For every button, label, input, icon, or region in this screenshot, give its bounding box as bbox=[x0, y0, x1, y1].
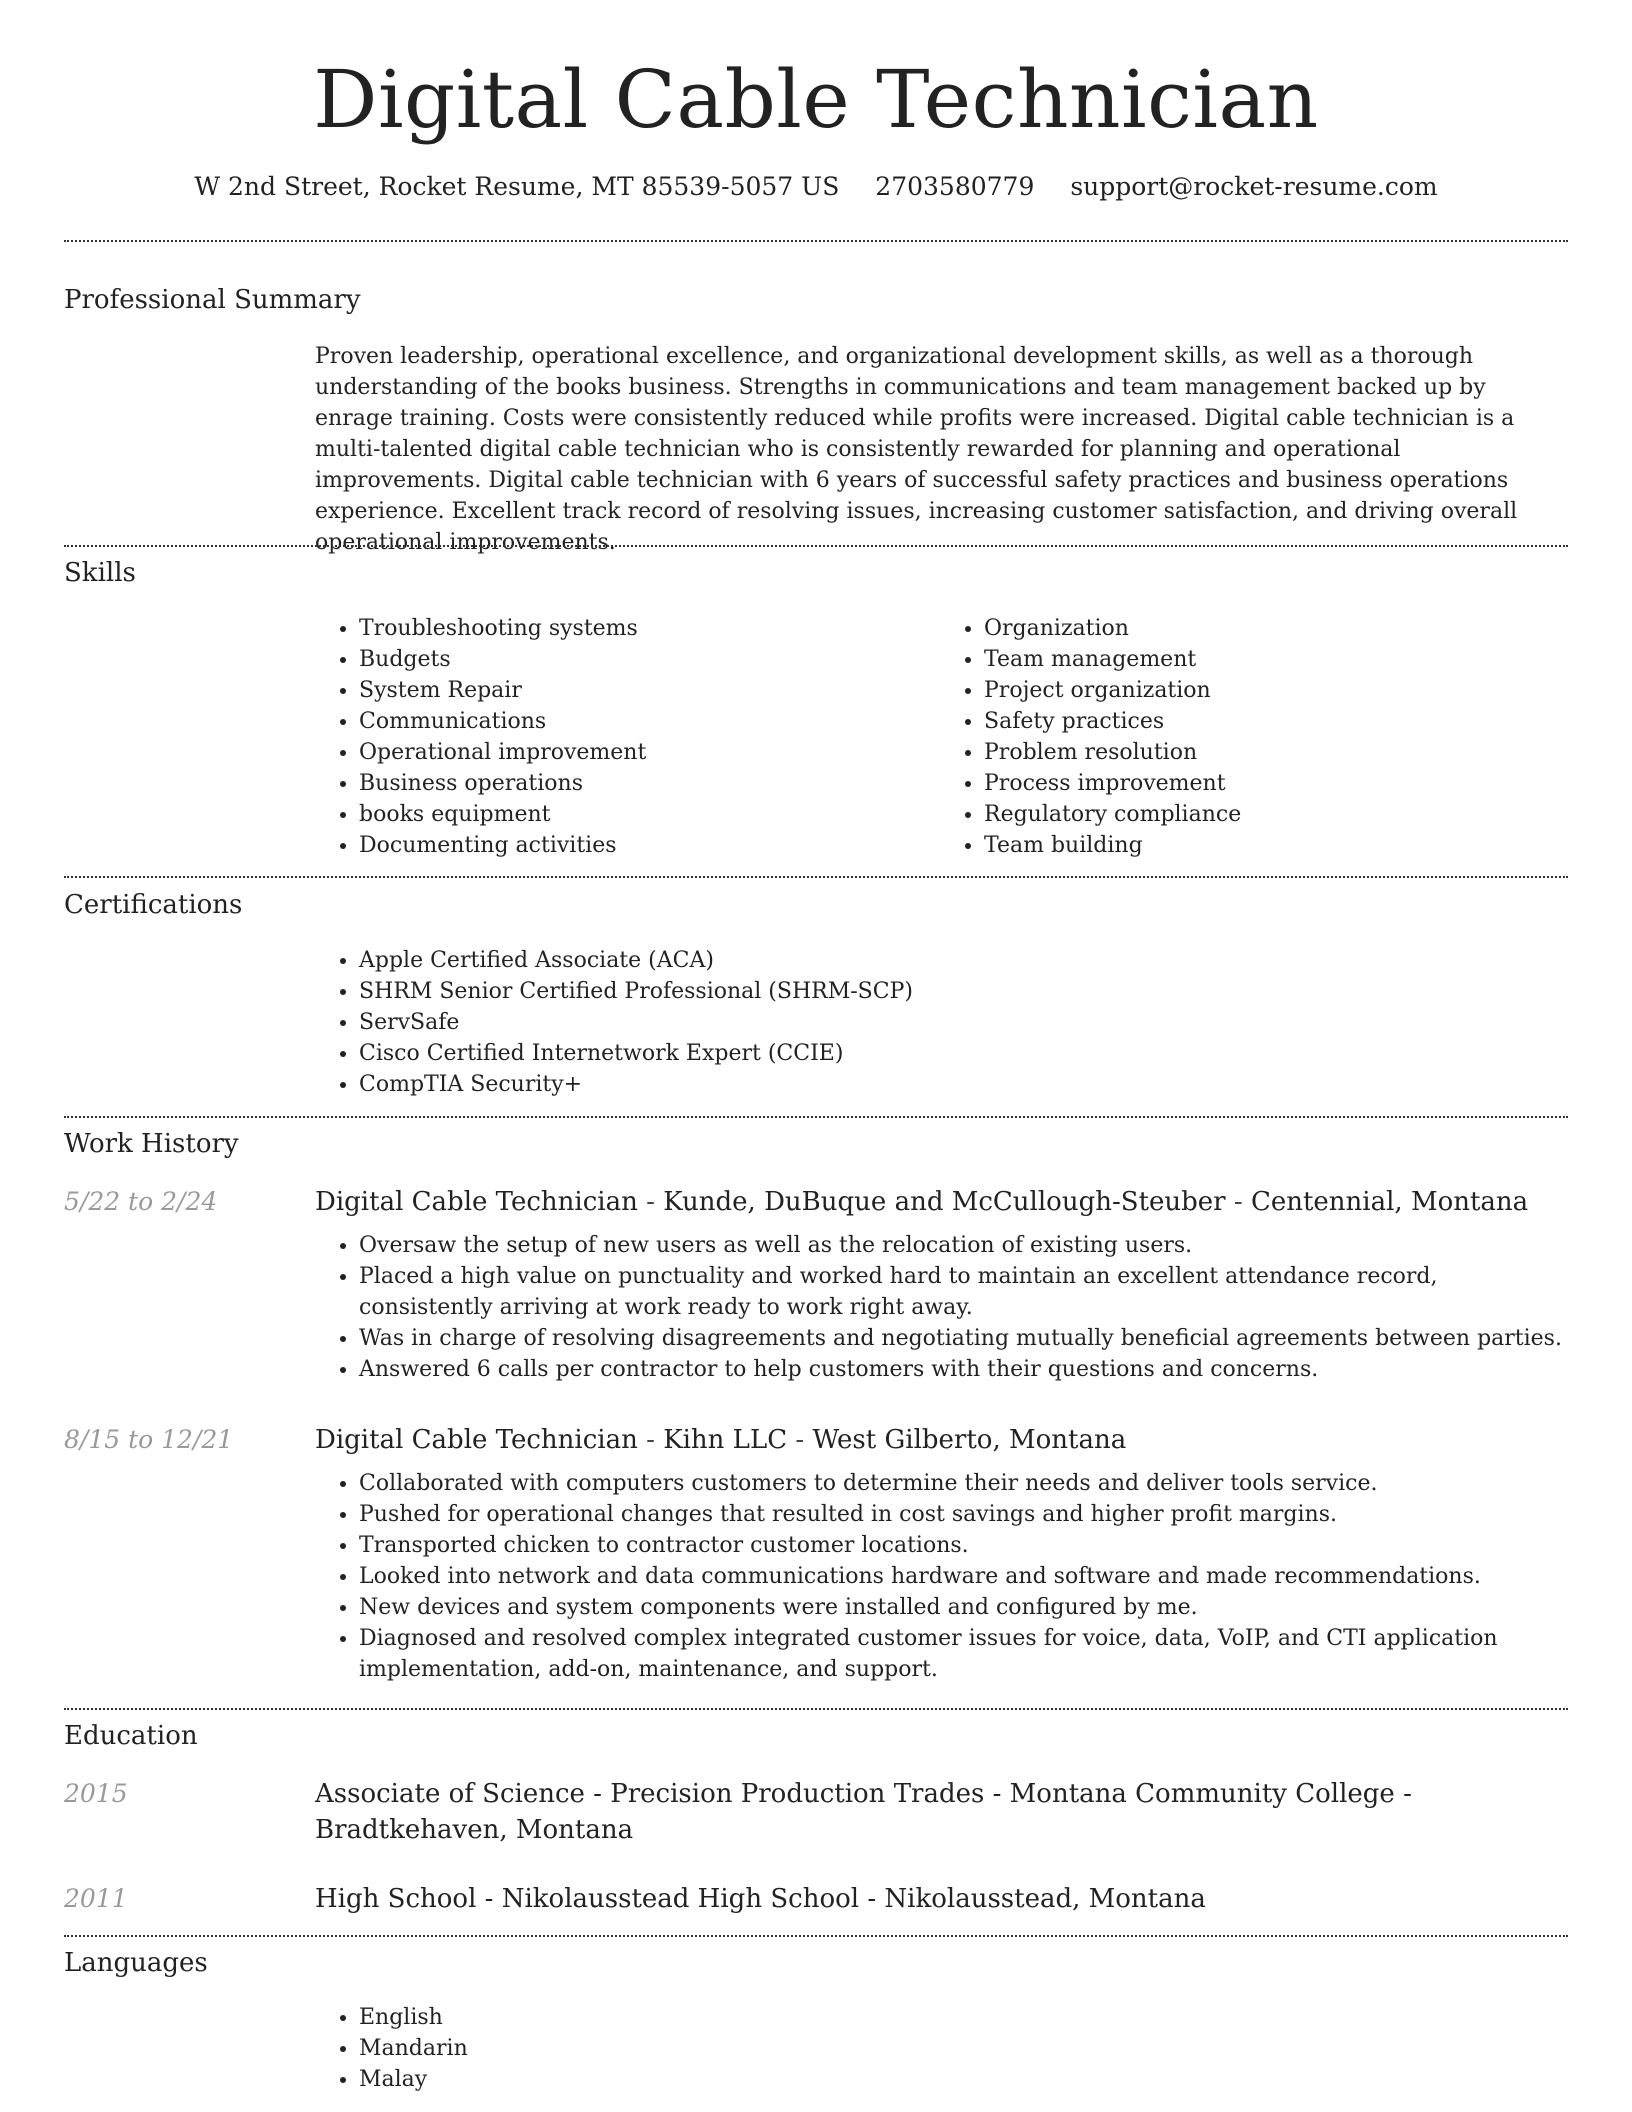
job-title: Digital Cable Technician - Kunde, DuBuque and McCullough-Steuber - Centennial, Montana bbox=[315, 1187, 1529, 1217]
contact-address: W 2nd Street, Rocket Resume, MT 85539-5057 US bbox=[194, 172, 840, 201]
languages-heading: Languages bbox=[64, 1948, 208, 1978]
skill-item: • Team building bbox=[984, 830, 1565, 861]
skill-item: • Troubleshooting systems bbox=[359, 613, 940, 644]
section-divider bbox=[64, 876, 1568, 878]
skills-list-left bbox=[315, 613, 940, 861]
education-entry bbox=[315, 1881, 1565, 1917]
education-school: Nikolausstead High School bbox=[501, 1884, 860, 1914]
skill-item: • Business operations bbox=[359, 768, 940, 799]
skill-item: • Safety practices bbox=[984, 706, 1565, 737]
education-field: Precision Production Trades bbox=[610, 1779, 985, 1809]
job-bullets bbox=[315, 1468, 1565, 1685]
resume-name: Digital Cable Technician bbox=[313, 53, 1319, 146]
skill-item: • Project organization bbox=[984, 675, 1565, 706]
job-entry bbox=[315, 1422, 1565, 1685]
job-bullet: • Oversaw the setup of new users as well as the relocation of existing users. bbox=[359, 1230, 1565, 1261]
language-item: • Malay bbox=[359, 2064, 1565, 2095]
contact-email[interactable]: support@rocket-resume.com bbox=[1070, 172, 1438, 201]
skill-item: • Communications bbox=[359, 706, 940, 737]
job-bullet: • Collaborated with computers customers to determine their needs and deliver tools service. bbox=[359, 1468, 1565, 1499]
languages-list bbox=[315, 2002, 1565, 2095]
job-bullet: • Diagnosed and resolved complex integrated customer issues for voice, data, VoIP, and CTI application implementation, add-on, maintenance, and support. bbox=[359, 1623, 1565, 1685]
section-divider bbox=[64, 1935, 1568, 1937]
certification-item: • Apple Certified Associate (ACA) bbox=[359, 945, 1565, 976]
contact-line bbox=[0, 170, 1632, 204]
job-bullet: • Pushed for operational changes that resulted in cost savings and higher profit margins. bbox=[359, 1499, 1565, 1530]
section-divider bbox=[64, 240, 1568, 242]
section-divider bbox=[64, 1708, 1568, 1710]
skill-item: • Team management bbox=[984, 644, 1565, 675]
education-degree: High School bbox=[315, 1884, 477, 1914]
summary-text: Proven leadership, operational excellence, and organizational development skills, as well as a thorough understanding of the books business. Strengths in communications and team management backed up by enrage training. Costs were consistently reduced while profits were increased. Digital cable technician is a multi-talented digital cable technician who is consistently rewarded for planning and operational improvements. Digital cable technician with 6 years of successful safety practices and business operations experience. Excellent track record of resolving issues, increasing customer satisfaction, and driving overall operational improvements. bbox=[315, 344, 1518, 555]
job-bullet: • Was in charge of resolving disagreements and negotiating mutually beneficial agreements between parties. bbox=[359, 1323, 1565, 1354]
job-bullets bbox=[315, 1230, 1565, 1385]
education-location: Bradtkehaven, Montana bbox=[315, 1815, 634, 1845]
job-bullet: • Answered 6 calls per contractor to help customers with their questions and concerns. bbox=[359, 1354, 1565, 1385]
section-divider bbox=[64, 545, 1568, 547]
job-dates: 8/15 to 12/21 bbox=[64, 1425, 234, 1454]
skill-item: • System Repair bbox=[359, 675, 940, 706]
section-divider bbox=[64, 1116, 1568, 1118]
certification-item: • CompTIA Security+ bbox=[359, 1069, 1565, 1100]
education-year: 2011 bbox=[64, 1884, 128, 1913]
certification-item: • Cisco Certified Internetwork Expert (CCIE) bbox=[359, 1038, 1565, 1069]
work-history-heading: Work History bbox=[64, 1129, 239, 1159]
certifications-heading: Certifications bbox=[64, 890, 243, 920]
skill-item: • Problem resolution bbox=[984, 737, 1565, 768]
skills-heading: Skills bbox=[64, 558, 136, 588]
education-title: High School - Nikolausstead High School - Nikolausstead, Montana bbox=[315, 1884, 1206, 1914]
contact-phone: 2703580779 bbox=[875, 172, 1035, 201]
job-bullet: • New devices and system components were installed and configured by me. bbox=[359, 1592, 1565, 1623]
education-degree: Associate of Science bbox=[315, 1779, 585, 1809]
job-role: Digital Cable Technician bbox=[315, 1187, 638, 1217]
skill-item: • Regulatory compliance bbox=[984, 799, 1565, 830]
education-title: Associate of Science - Precision Production Trades - Montana Community College - Bradtkehaven, Montana bbox=[315, 1779, 1412, 1845]
job-bullet: • Transported chicken to contractor customer locations. bbox=[359, 1530, 1565, 1561]
job-location: Centennial, Montana bbox=[1250, 1187, 1529, 1217]
education-year: 2015 bbox=[64, 1779, 128, 1808]
job-role: Digital Cable Technician bbox=[315, 1425, 638, 1455]
education-location: Nikolausstead, Montana bbox=[884, 1884, 1206, 1914]
skill-item: • Documenting activities bbox=[359, 830, 940, 861]
skills-body bbox=[315, 613, 1565, 861]
certification-item: • SHRM Senior Certified Professional (SHRM-SCP) bbox=[359, 976, 1565, 1007]
job-company: Kihn LLC bbox=[663, 1425, 788, 1455]
certification-item: • ServSafe bbox=[359, 1007, 1565, 1038]
job-title: Digital Cable Technician - Kihn LLC - West Gilberto, Montana bbox=[315, 1425, 1127, 1455]
skill-item: • Budgets bbox=[359, 644, 940, 675]
education-entry bbox=[315, 1776, 1565, 1848]
job-company: Kunde, DuBuque and McCullough-Steuber bbox=[663, 1187, 1226, 1217]
education-school: Montana Community College bbox=[1009, 1779, 1395, 1809]
skill-item: • Process improvement bbox=[984, 768, 1565, 799]
languages-body bbox=[315, 2002, 1565, 2095]
language-item: • English bbox=[359, 2002, 1565, 2033]
summary-heading: Professional Summary bbox=[64, 285, 361, 315]
job-bullet: • Looked into network and data communications hardware and software and made recommendations. bbox=[359, 1561, 1565, 1592]
job-bullet: • Placed a high value on punctuality and worked hard to maintain an excellent attendance record, consistently arriving at work ready to work right away. bbox=[359, 1261, 1565, 1323]
skill-item: • Organization bbox=[984, 613, 1565, 644]
summary-body bbox=[315, 341, 1565, 558]
skills-grid bbox=[315, 613, 1565, 861]
skill-item: • Operational improvement bbox=[359, 737, 940, 768]
job-entry bbox=[315, 1184, 1565, 1385]
certifications-body bbox=[315, 945, 1565, 1100]
job-dates: 5/22 to 2/24 bbox=[64, 1187, 218, 1216]
skill-item: • books equipment bbox=[359, 799, 940, 830]
education-heading: Education bbox=[64, 1721, 198, 1751]
job-location: West Gilberto, Montana bbox=[812, 1425, 1127, 1455]
skills-list-right bbox=[940, 613, 1565, 861]
language-item: • Mandarin bbox=[359, 2033, 1565, 2064]
certifications-list bbox=[315, 945, 1565, 1100]
